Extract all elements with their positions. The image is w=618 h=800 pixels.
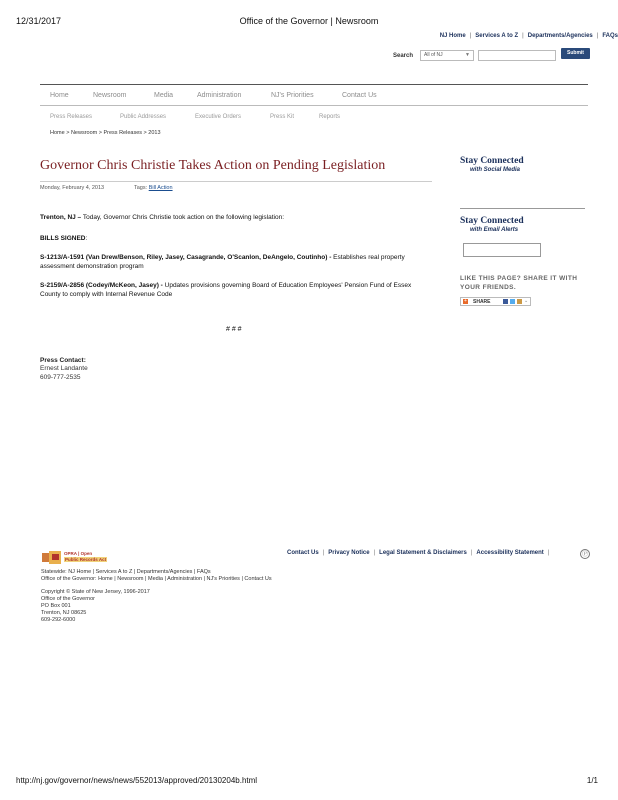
print-url: http://nj.gov/governor/news/news/552013/approved/20130204b.html <box>16 776 258 785</box>
end-marks: # # # <box>226 326 242 333</box>
footer-privacy[interactable]: Privacy Notice <box>328 550 370 556</box>
title-divider <box>40 181 432 182</box>
intro-text: Today, Governor Chris Christie took action on the following legislation: <box>81 214 284 221</box>
search-scope-select[interactable] <box>420 50 474 61</box>
subnav-public-addresses[interactable]: Public Addresses <box>120 114 167 120</box>
search-scope-value: All of NJ <box>424 52 443 58</box>
nav-priorities[interactable]: NJ's Priorities <box>271 92 314 99</box>
chevron-down-icon[interactable]: ⌄ <box>524 298 529 304</box>
share-button[interactable] <box>460 297 531 306</box>
email-icon[interactable] <box>517 299 522 304</box>
footer-address: PO Box 001 <box>41 603 71 609</box>
footer-contact[interactable]: Contact Us <box>287 550 319 556</box>
search-label: Search <box>393 53 414 59</box>
util-link-nj-home[interactable]: NJ Home <box>439 33 466 39</box>
accessibility-icon[interactable]: Ⓟ <box>580 549 590 559</box>
facebook-icon[interactable] <box>503 299 508 304</box>
press-contact-name: Ernest Landante <box>40 365 88 372</box>
subnav-executive-orders[interactable]: Executive Orders <box>195 114 242 120</box>
print-title: Office of the Governor | Newsroom <box>239 16 379 26</box>
nav-media[interactable]: Media <box>154 92 174 99</box>
article-intro <box>40 213 432 222</box>
plus-icon: + <box>464 298 467 304</box>
subnav-reports[interactable]: Reports <box>319 114 341 120</box>
util-link-departments[interactable]: Departments/Agencies <box>527 33 593 39</box>
bill-item <box>40 281 432 299</box>
footer-address: Office of the Governor <box>41 596 96 602</box>
dateline: Trenton, NJ – <box>40 214 82 221</box>
footer-office-links[interactable]: Office of the Governor: Home | Newsroom | Media | Administration | NJ's Priorities | Contact Us <box>41 576 272 582</box>
article-date: Monday, February 4, 2013 <box>40 185 105 191</box>
social-subheading[interactable]: with Social Media <box>470 167 521 173</box>
footer-statewide-links[interactable]: Statewide: NJ Home | Services A to Z | Departments/Agencies | FAQs <box>41 569 211 575</box>
breadcrumb[interactable]: Home > Newsroom > Press Releases > 2013 <box>50 130 161 136</box>
social-heading: Stay Connected <box>460 156 524 166</box>
bill-item <box>40 253 432 271</box>
bill-id: S-2159/A-2856 (Codey/McKeon, Jasey) - <box>40 282 163 289</box>
print-page-number: 1/1 <box>586 776 598 785</box>
email-heading: Stay Connected <box>460 216 524 226</box>
footer-copyright: Copyright © State of New Jersey, 1996-2017 <box>41 589 150 595</box>
footer-legal[interactable]: Legal Statement & Disclaimers <box>379 550 467 556</box>
opra-text <box>64 551 107 562</box>
subnav-press-kit[interactable]: Press Kit <box>270 114 295 120</box>
subnav-press-releases[interactable]: Press Releases <box>50 114 93 120</box>
util-link-faqs[interactable]: FAQs <box>602 33 618 39</box>
opra-line-2: Public Records Act <box>65 556 107 562</box>
nav-administration[interactable]: Administration <box>197 92 242 99</box>
sidebar-divider <box>460 208 585 209</box>
bills-heading-text: BILLS SIGNED <box>40 235 86 242</box>
article-tags <box>134 185 173 191</box>
utility-nav: NJ Home | Services A to Z | Departments/Agencies | FAQs <box>439 33 618 39</box>
share-label: SHARE <box>473 299 491 305</box>
press-contact-phone: 609-777-2535 <box>40 374 81 381</box>
email-subheading[interactable]: with Email Alerts <box>470 227 519 233</box>
print-date: 12/31/2017 <box>16 16 62 26</box>
tags-label: Tags: <box>134 185 148 191</box>
twitter-icon[interactable] <box>510 299 515 304</box>
page-title: Governor Chris Christie Takes Action on Pending Legislation <box>40 158 386 173</box>
footer-links: Contact Us | Privacy Notice | Legal Statement & Disclaimers | Accessibility Statement | <box>287 550 550 556</box>
tag-link-bill-action[interactable]: Bill Action <box>148 185 173 191</box>
bill-desc: Updates provisions governing Board of Education Employees' Pension Fund of Essex County to comply with Internal Revenue Code <box>40 282 412 298</box>
bill-desc: Establishes real property assessment demonstration program <box>40 254 405 270</box>
email-alert-input[interactable] <box>463 243 541 257</box>
bill-id: S-1213/A-1591 (Van Drew/Benson, Riley, Jasey, Casagrande, O'Scanlon, DeAngelo, Coutinho) - <box>40 254 332 261</box>
footer-phone: 609-292-6000 <box>41 617 76 623</box>
chevron-down-icon: ▼ <box>465 52 470 58</box>
bills-heading <box>40 234 432 243</box>
nav-home[interactable]: Home <box>50 92 69 99</box>
share-prompt: LIKE THIS PAGE? SHARE IT WITH YOUR FRIENDS. <box>460 275 578 291</box>
nav-contact[interactable]: Contact Us <box>342 92 377 99</box>
submit-button[interactable]: Submit <box>561 48 590 59</box>
press-contact-label: Press Contact: <box>40 357 86 364</box>
main-nav <box>40 84 588 106</box>
nav-newsroom[interactable]: Newsroom <box>93 92 127 99</box>
opra-line-1: OPRA | Open <box>64 551 93 556</box>
search-input[interactable] <box>478 50 556 61</box>
util-link-services[interactable]: Services A to Z <box>475 33 519 39</box>
bills-heading-colon: : <box>85 235 88 242</box>
footer-address: Trenton, NJ 08625 <box>41 610 87 616</box>
footer-accessibility[interactable]: Accessibility Statement <box>476 550 544 556</box>
